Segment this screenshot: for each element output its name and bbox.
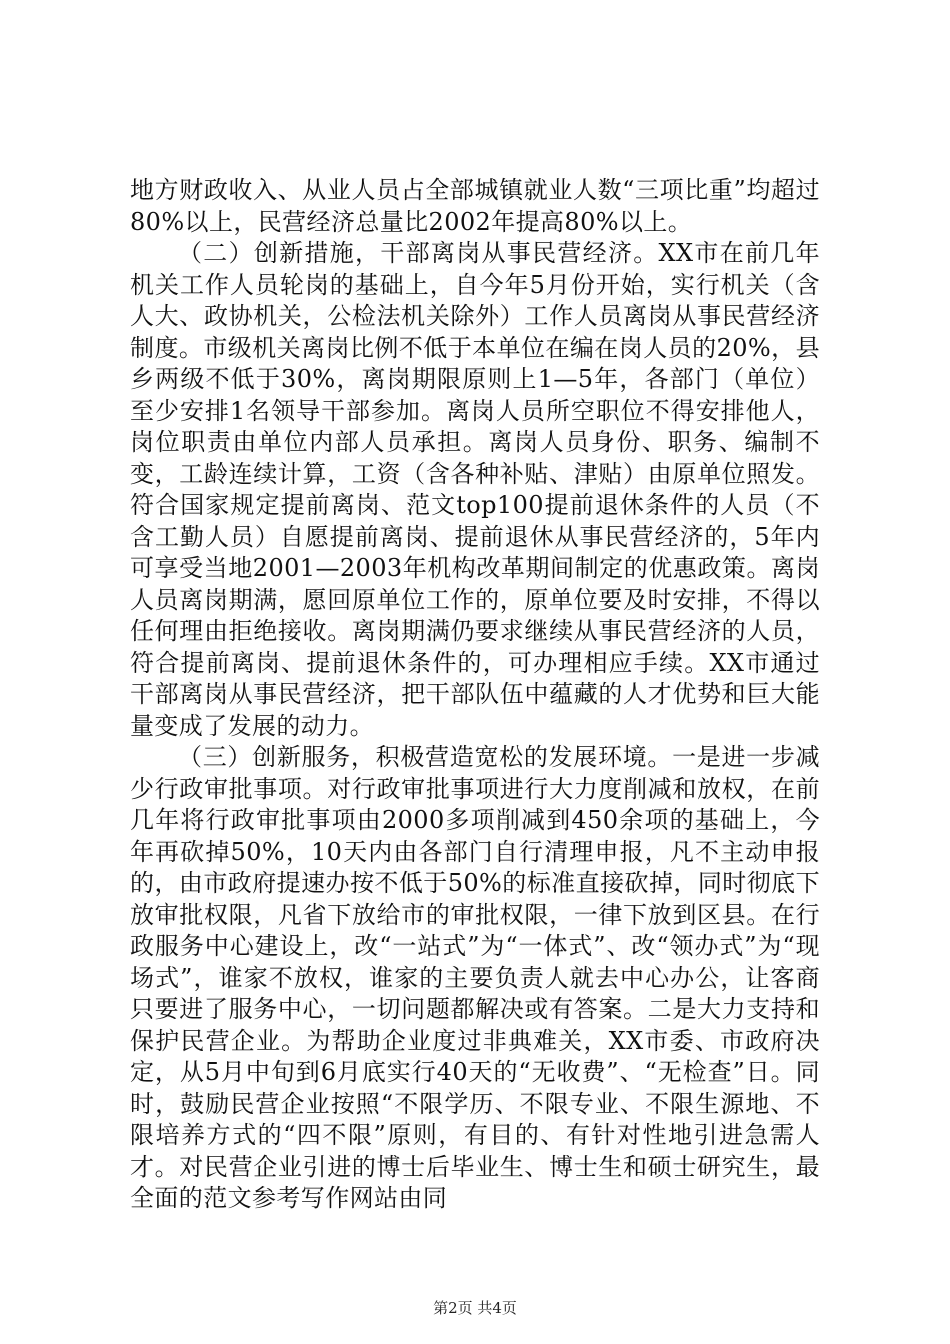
paragraph-section-2: （二）创新措施，干部离岗从事民营经济。XX市在前几年机关工作人员轮岗的基础上，自今年5月份开始，实行机关（含人大、政协机关，公检法机关除外）工作人员离岗从事民营经济制度。市级机关离岗比例不低于本单位在编在岗人员的20%，县乡两级不低于30%，离岗期限原则上1—5年，各部门（单位）至少安排1名领导干部参加。离岗人员所空职位不得安排他人，岗位职责由单位内部人员承担。离岗人员身份、职务、编制不变，工龄连续计算，工资（含各种补贴、津贴）由原单位照发。符合国家规定提前离岗、范文top100提前退休条件的人员（不含工勤人员）自愿提前离岗、提前退休从事民营经济的，5年内可享受当地2001—2003年机构改革期间制定的优惠政策。离岗人员离岗期满，愿回原单位工作的，原单位要及时安排，不得以任何理由拒绝接收。离岗期满仍要求继续从事民营经济的人员，符合提前离岗、提前退休条件的，可办理相应手续。XX市通过干部离岗从事民营经济，把干部队伍中蕴藏的人才优势和巨大能量变成了发展的动力。 bbox=[130, 239, 820, 740]
document-body bbox=[130, 175, 820, 1215]
paragraph-continued: 地方财政收入、从业人员占全部城镇就业人数“三项比重”均超过80%以上，民营经济总量比2002年提高80%以上。 bbox=[130, 176, 820, 236]
page-number-footer: 第2页 共4页 bbox=[433, 1299, 517, 1317]
paragraph-section-3: （三）创新服务，积极营造宽松的发展环境。一是进一步减少行政审批事项。对行政审批事项进行大力度削减和放权，在前几年将行政审批事项由2000多项削减到450余项的基础上，今年再砍掉50%，10天内由各部门自行清理申报，凡不主动申报的，由市政府提速办按不低于50%的标准直接砍掉，同时彻底下放审批权限，凡省下放给市的审批权限，一律下放到区县。在行政服务中心建设上，改“一站式”为“一体式”、改“领办式”为“现场式”，谁家不放权，谁家的主要负责人就去中心办公，让客商只要进了服务中心，一切问题都解决或有答案。二是大力支持和保护民营企业。为帮助企业度过非典难关，XX市委、市政府决定，从5月中旬到6月底实行40天的“无收费”、“无检查”日。同时，鼓励民营企业按照“不限学历、不限专业、不限生源地、不限培养方式的“四不限”原则，有目的、有针对性地引进急需人才。对民营企业引进的博士后毕业生、博士生和硕士研究生，最全面的范文参考写作网站由同 bbox=[130, 743, 820, 1212]
